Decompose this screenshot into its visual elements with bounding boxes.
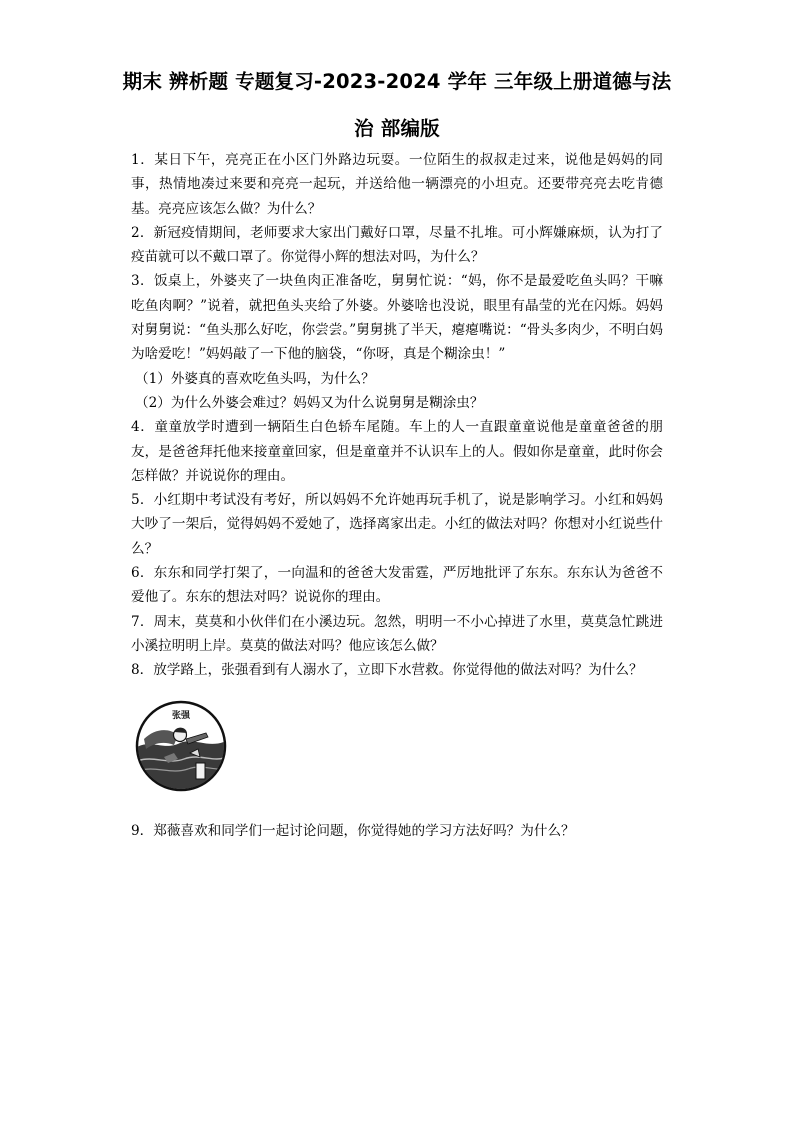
question-2: 2．新冠疫情期间，老师要求大家出门戴好口罩，尽量不扎堆。可小辉嫌麻烦，认为打了疫苗就可以不戴口罩了。你觉得小辉的想法对吗，为什么？: [131, 224, 663, 266]
question-3-part-2: （2）为什么外婆会难过？妈妈又为什么说舅舅是糊涂虫？: [135, 394, 484, 411]
question-5: 5．小红期中考试没有考好，所以妈妈不允许她再玩手机了，说是影响学习。小红和妈妈大吵了一架后，觉得妈妈不爱她了，选择离家出走。小红的做法对吗？你想对小红说些什么？: [131, 492, 663, 557]
question-7: 7．周末，莫莫和小伙伴们在小溪边玩。忽然，明明一不小心掉进了水里，莫莫急忙跳进小溪拉明明上岸。莫莫的做法对吗？他应该怎么做？: [131, 613, 663, 654]
question-9: 9．郑薇喜欢和同学们一起讨论问题，你觉得她的学习方法好吗？为什么？: [131, 822, 575, 839]
document-title-line-2: 治 部编版: [354, 117, 440, 140]
question-6: 6．东东和同学打架了，一向温和的爸爸大发雷霆，严厉地批评了东东。东东认为爸爸不爱他了。东东的想法对吗？说说你的理由。: [131, 565, 663, 606]
question-3: 3．饭桌上，外婆夹了一块鱼肉正准备吃，舅舅忙说：“妈，你不是最爱吃鱼头吗？干嘛吃鱼肉啊？”说着，就把鱼头夹给了外婆。外婆啥也没说，眼里有晶莹的光在闪烁。妈妈对舅舅说：“鱼头那么好吃，你尝尝。”舅舅挑了半天，瘪瘪嘴说：“骨头多肉少，不明白妈为啥爱吃！”妈妈敲了一下他的脑袋，“你呀，真是个糊涂虫！”: [131, 273, 663, 363]
illustration-label: 张强: [171, 710, 191, 721]
question-8: 8．放学路上，张强看到有人溺水了，立即下水营救。你觉得他的做法对吗？为什么？: [131, 662, 643, 679]
question-3-part-1: （1）外婆真的喜欢吃鱼头吗，为什么？: [135, 370, 375, 387]
document-title-line-1: 期末 辨析题 专题复习-2023-2024 学年 三年级上册道德与法: [122, 70, 672, 93]
question-4: 4．童童放学时遭到一辆陌生白色轿车尾随。车上的人一直跟童童说他是童童爸爸的朋友，是爸爸拜托他来接童童回家，但是童童并不认识车上的人。假如你是童童，此时你会怎样做？并说说你的理由。: [131, 419, 663, 484]
question-list: [131, 148, 663, 843]
question-1: 1．某日下午，亮亮正在小区门外路边玩耍。一位陌生的叔叔走过来，说他是妈妈的同事，热情地凑过来要和亮亮一起玩，并送给他一辆漂亮的小坦克。还要带亮亮去吃肯德基。亮亮应该怎么做？为什么？: [131, 152, 663, 217]
drowning-rescue-illustration: [134, 699, 228, 793]
